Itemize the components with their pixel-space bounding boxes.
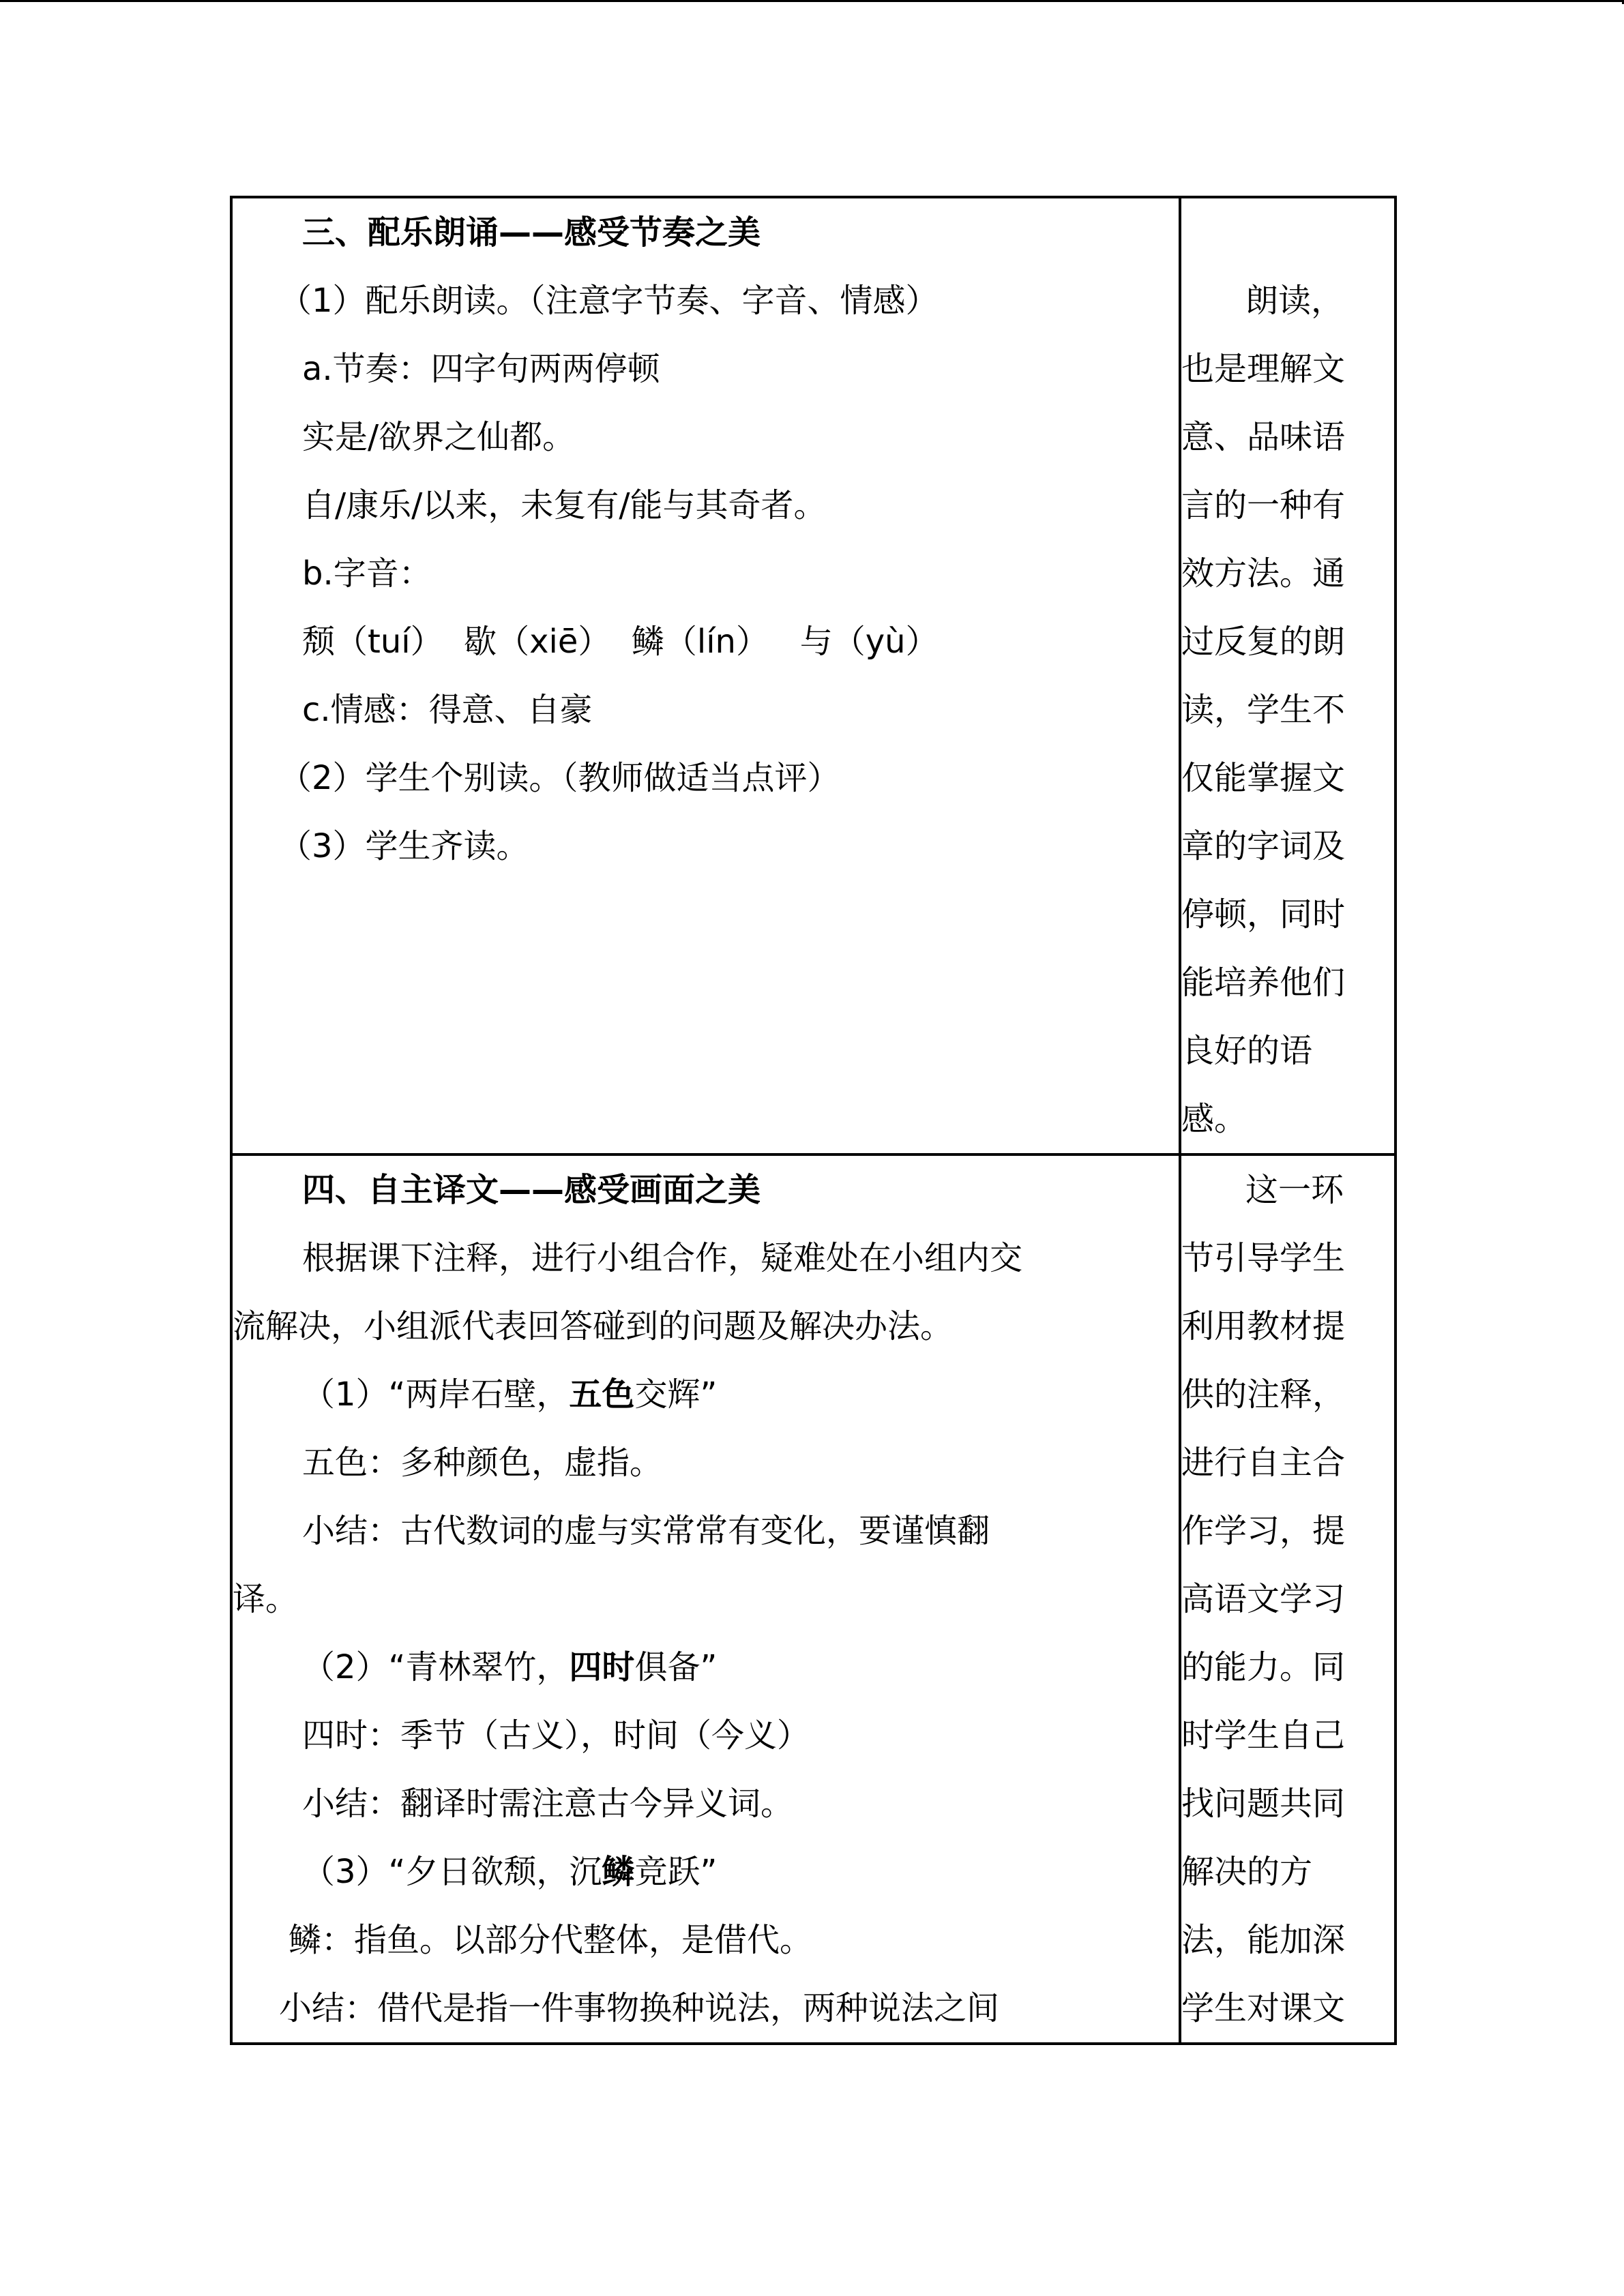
section3-note-line: 朗读， — [1245, 282, 1344, 320]
lesson-plan-table — [230, 196, 1397, 2045]
section3-note-line: 过反复的朗 — [1181, 623, 1346, 661]
section3-note-line: 意、品味语 — [1181, 418, 1346, 456]
key-word: 五色 — [569, 1375, 635, 1414]
section3-line: 颓（tuí） 歇（xiē） 鳞（lín） 与（yù） — [302, 623, 939, 661]
section3-line: （2）学生个别读。（教师做适当点评） — [279, 759, 840, 797]
section4-note-line: 法，能加深 — [1181, 1921, 1346, 1959]
section4-note-line: 解决的方 — [1181, 1853, 1313, 1891]
section4-summary-line: 译。 — [233, 1580, 299, 1618]
key-word: 四时 — [569, 1648, 635, 1686]
section4-note-line: 作学习，提 — [1181, 1512, 1346, 1550]
section4-question-3 — [233, 1838, 1179, 1906]
question-text: （1）“两岸石壁， — [302, 1375, 570, 1414]
page-top-rule — [0, 0, 1624, 2]
section3-line: 实是/欲界之仙都。 — [302, 418, 576, 456]
section3-note-cell — [1180, 197, 1396, 1154]
section4-note-line: 这一环 — [1245, 1171, 1344, 1209]
section4-content-cell — [231, 1154, 1180, 2044]
question-text: 俱备” — [634, 1648, 718, 1686]
section4-question-2 — [233, 1633, 1179, 1701]
section3-heading: 三、配乐朗诵——感受节奏之美 — [302, 213, 761, 252]
question-text: 竞跃” — [634, 1853, 718, 1891]
section3-note-line: 良好的语 — [1181, 1032, 1313, 1070]
section4-note-line: 时学生自己 — [1181, 1716, 1346, 1755]
section4-summary-line: 小结：古代数词的虚与实常常有变化，要谨慎翻 — [302, 1512, 990, 1550]
section4-heading: 四、自主译文——感受画面之美 — [302, 1171, 761, 1209]
section4-note-line: 利用教材提 — [1181, 1307, 1346, 1345]
section3-line: a.节奏：四字句两两停顿 — [302, 350, 660, 388]
section4-intro-line: 流解决，小组派代表回答碰到的问题及解决办法。 — [233, 1307, 954, 1345]
section3-note-line: 效方法。通 — [1181, 554, 1346, 593]
question-text: 交辉” — [634, 1375, 718, 1414]
section3-note-line: 停顿，同时 — [1181, 895, 1346, 934]
question-text: （2）“青林翠竹， — [302, 1648, 570, 1686]
section3-line: （1）配乐朗读。（注意字节奏、字音、情感） — [279, 282, 939, 320]
section4-note-line: 节引导学生 — [1181, 1239, 1346, 1277]
section3-content-cell — [231, 197, 1180, 1154]
section4-summary-line: 小结：借代是指一件事物换种说法，两种说法之间 — [279, 1989, 1000, 2027]
question-text: （3）“夕日欲颓，沉 — [302, 1853, 602, 1891]
section4-note-line: 学生对课文 — [1181, 1989, 1346, 2027]
section3-line: b.字音： — [302, 554, 432, 593]
section3-note-line: 言的一种有 — [1181, 486, 1346, 524]
section4-note-line: 高语文学习 — [1181, 1580, 1346, 1618]
section3-note-line: 章的字词及 — [1181, 827, 1346, 865]
section4-note-line: 鳞：指鱼。以部分代整体，是借代。 — [289, 1921, 813, 1959]
section4-question-1 — [233, 1360, 1179, 1429]
section3-note-line: 能培养他们 — [1181, 964, 1346, 1002]
key-word: 鳞 — [602, 1853, 635, 1891]
section4-note-cell — [1180, 1154, 1396, 2044]
section4-note-line: 进行自主合 — [1181, 1444, 1346, 1482]
section3-note-line: 读，学生不 — [1181, 691, 1346, 729]
section3-line: c.情感：得意、自豪 — [302, 691, 593, 729]
section4-note-line: 找问题共同 — [1181, 1785, 1346, 1823]
section3-line: （3）学生齐读。 — [279, 827, 529, 865]
section3-row — [231, 197, 1396, 1154]
section4-note-line: 四时：季节（古义），时间（今义） — [302, 1716, 810, 1755]
section3-note-line: 仅能掌握文 — [1181, 759, 1346, 797]
section3-note-line: 感。 — [1181, 1100, 1247, 1138]
section4-intro-line: 根据课下注释，进行小组合作，疑难处在小组内交 — [302, 1239, 1023, 1277]
section4-note-line: 供的注释， — [1181, 1375, 1346, 1414]
section4-note-line: 的能力。同 — [1181, 1648, 1346, 1686]
section4-summary-line: 小结：翻译时需注意古今异义词。 — [302, 1785, 794, 1823]
section3-line: 自/康乐/以来，未复有/能与其奇者。 — [302, 486, 827, 524]
section3-note-line: 也是理解文 — [1181, 350, 1346, 388]
section4-row — [231, 1154, 1396, 2044]
section4-note-line: 五色：多种颜色，虚指。 — [302, 1444, 663, 1482]
